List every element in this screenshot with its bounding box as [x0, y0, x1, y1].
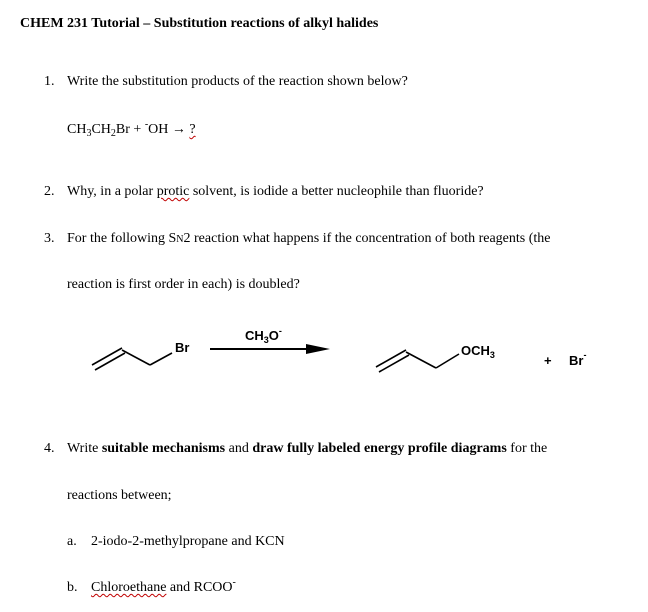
question-4b-label: b. — [67, 580, 78, 595]
product-structure — [376, 350, 459, 372]
q2-text-after: solvent, is iodide a better nucleophile than fluoride? — [189, 184, 484, 199]
q4b-word-chloroethane: Chloroethane — [91, 580, 167, 595]
q2-text-before: Why, in a polar — [67, 184, 157, 199]
question-4-line-1 — [67, 441, 547, 457]
reactant-structure — [92, 348, 172, 370]
q4-text-b: suitable mechanisms — [101, 441, 226, 456]
q4-text-a: Write — [67, 441, 102, 456]
question-4-number: 4. — [44, 441, 55, 456]
question-1-text: Write the substitution products of the reaction shown below? — [67, 74, 408, 89]
eq-reactant-1: $CH_3CH_2Br$ — [67, 122, 130, 139]
q2-word-protic: protic — [156, 184, 190, 199]
question-3-number: 3. — [44, 231, 55, 246]
eq-reactant-2: OH — [148, 122, 169, 137]
product-bond-2 — [406, 352, 436, 368]
q4b-text-after: and RCOO — [166, 580, 233, 595]
question-1-equation — [67, 119, 196, 139]
question-4a-text: 2-iodo-2-methylpropane and KCN — [91, 534, 285, 549]
reaction-arrow — [210, 344, 330, 354]
eq-minus-charge: - — [144, 119, 149, 130]
question-4-line-2: reactions between; — [67, 488, 172, 503]
q3-text-before: For the following S — [67, 231, 177, 246]
question-4a-label: a. — [67, 534, 77, 549]
question-3-line-1 — [67, 231, 551, 248]
q4-text-c: and — [225, 441, 253, 456]
reaction-scheme — [0, 320, 648, 400]
byproduct-plus: + — [544, 353, 552, 368]
q4-text-d: draw fully labeled energy profile diagrams — [252, 441, 507, 456]
eq-arrow: → — [171, 122, 186, 137]
q4b-charge: - — [232, 577, 236, 588]
question-2-number: 2. — [44, 184, 55, 199]
question-2-text — [67, 184, 484, 200]
eq-plus: + — [133, 122, 142, 137]
product-och3-label: $OCH_3$ — [461, 343, 495, 360]
page-title: CHEM 231 Tutorial – Substitution reactions of alkyl halides — [20, 16, 379, 31]
product-bond-c-o — [436, 354, 459, 368]
q3-text-after: 2 reaction what happens if the concentration of both reagents (the — [183, 231, 551, 246]
reagent-label: $CH_3O^-$ — [245, 326, 282, 345]
q3-subscript-n: N — [176, 234, 184, 245]
byproduct-br-label: Br- — [569, 350, 587, 368]
reactant-br-label: Br — [175, 340, 190, 355]
q4-text-e: for the — [506, 441, 548, 456]
question-3-line-2: reaction is first order in each) is doubled? — [67, 277, 300, 292]
reactant-bond-c-br — [150, 353, 172, 365]
reactant-bond-2 — [122, 350, 150, 365]
question-1-number: 1. — [44, 74, 55, 89]
question-4b-text — [91, 577, 236, 596]
eq-product: ? — [189, 122, 196, 137]
